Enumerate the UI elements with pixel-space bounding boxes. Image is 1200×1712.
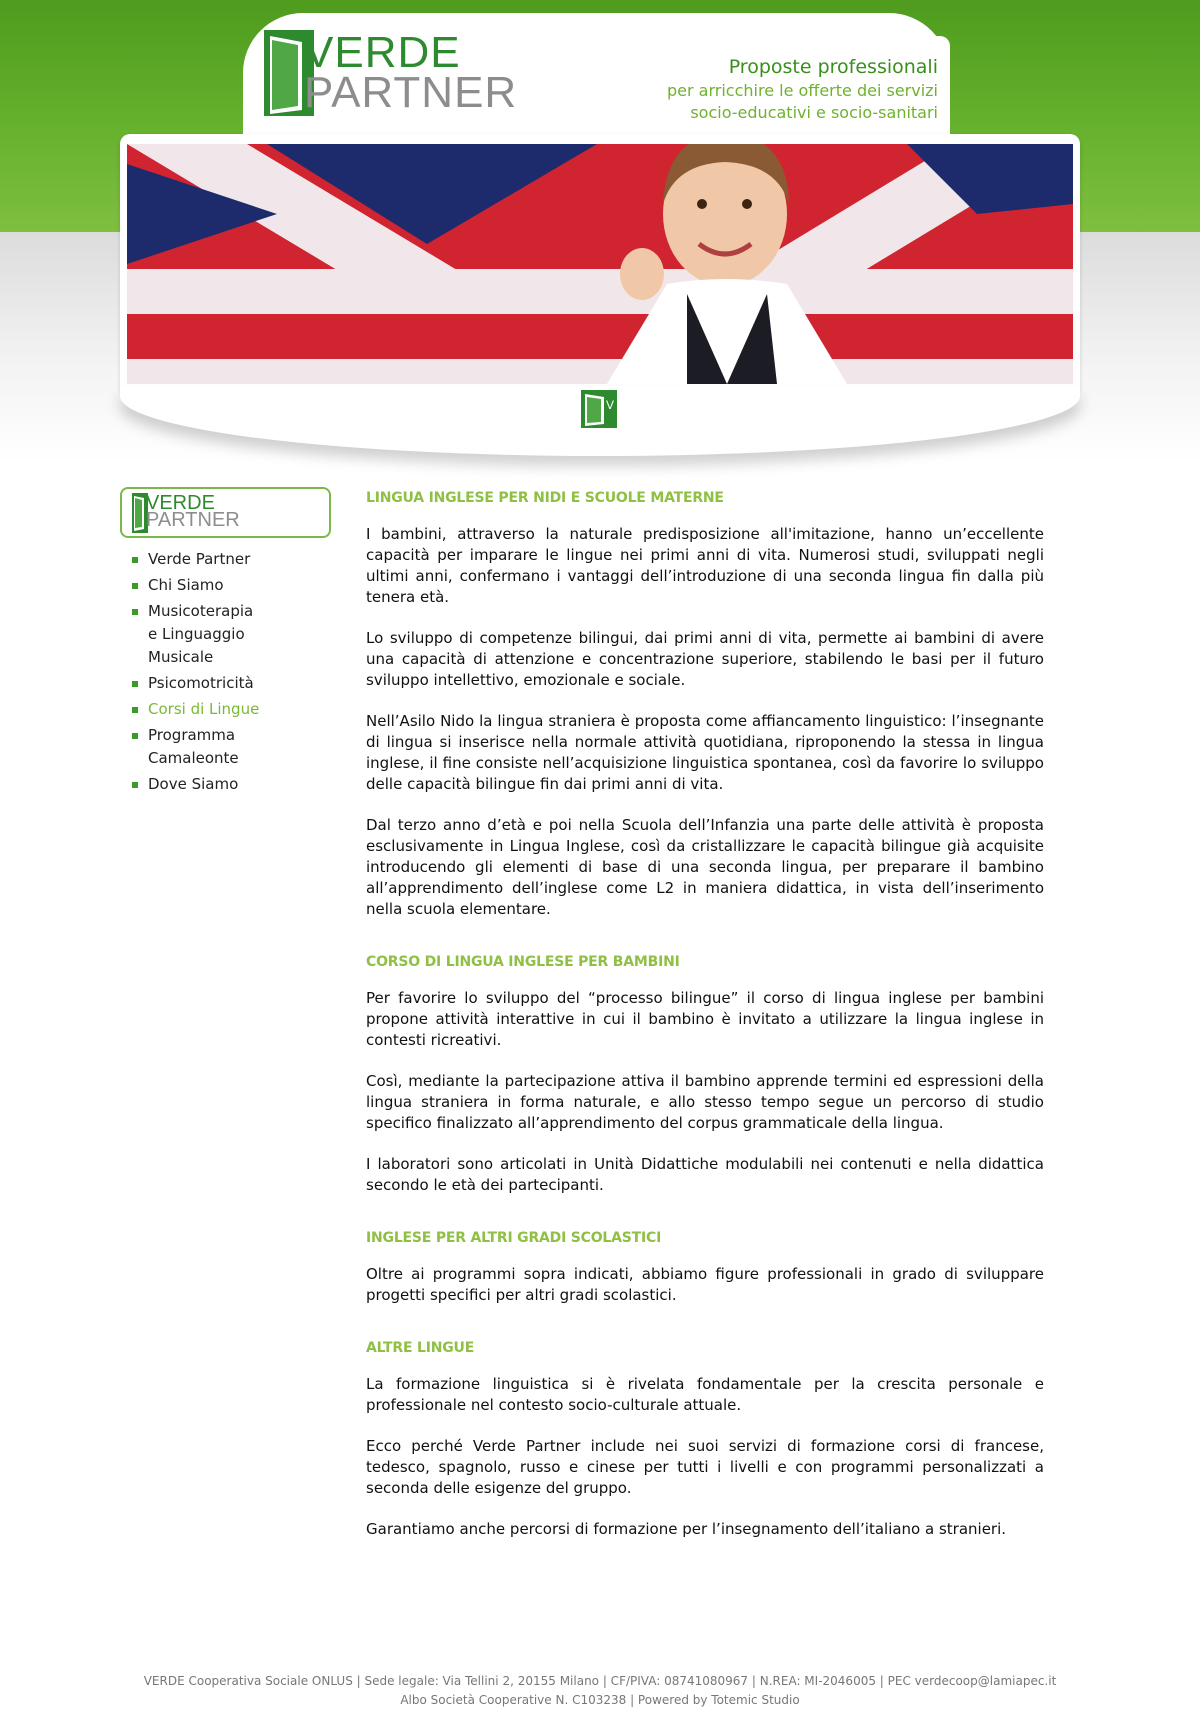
paragraph: Ecco perché Verde Partner include nei suoi servizi di formazione corsi di francese, tedesco, spagnolo, russo e cinese per tutti i livelli e con programmi personalizzati a seconda delle esigenze del gruppo. bbox=[366, 1437, 1044, 1497]
nav-item-verde-partner[interactable] bbox=[130, 548, 340, 571]
section-altre-lingue bbox=[366, 1340, 1044, 1540]
paragraph: Per favorire lo sviluppo del “processo bilingue” il corso di lingua inglese per bambini propone attività interattive in cui il bambino è invitato a utilizzare la lingua inglese in contesti ricreativi. bbox=[366, 989, 1044, 1049]
logo-partner-text: PARTNER bbox=[304, 68, 518, 117]
paragraph: I laboratori sono articolati in Unità Didattiche modulabili nei contenuti e nella didattica secondo le età dei partecipanti. bbox=[366, 1155, 1044, 1194]
nav-link-verde-partner[interactable]: Verde Partner bbox=[148, 550, 251, 568]
nav-item-musicoterapia[interactable] bbox=[130, 600, 260, 669]
sidebar-logo[interactable] bbox=[120, 487, 331, 538]
section-corso-lingua-inglese bbox=[366, 954, 1044, 1196]
mini-logo-icon bbox=[580, 389, 618, 429]
sidebar-nav bbox=[130, 548, 340, 799]
tagline-title: Proposte professionali bbox=[728, 56, 938, 78]
section-altri-gradi bbox=[366, 1230, 1044, 1306]
nav-item-chi-siamo[interactable] bbox=[130, 574, 340, 597]
banner-image bbox=[127, 144, 1073, 384]
paragraph: Oltre ai programmi sopra indicati, abbiamo figure professionali in grado di sviluppare progetti specifici per altri gradi scolastici. bbox=[366, 1265, 1044, 1304]
union-jack-photo-icon bbox=[127, 144, 1073, 384]
paragraph: Così, mediante la partecipazione attiva il bambino apprende termini ed espressioni della lingua straniera in forma naturale, e allo stesso tempo segue un percorso di studio specifico finalizzato all’apprendimento del corpus grammaticale della lingua. bbox=[366, 1072, 1044, 1132]
nav-item-programma-camaleonte[interactable] bbox=[130, 724, 250, 770]
svg-text:V: V bbox=[606, 398, 615, 412]
paragraph: Lo sviluppo di competenze bilingui, dai primi anni di vita, permette ai bambini di avere una capacità di attenzione e concentrazione superiore, stabilendo le basi per il futuro sviluppo intellettivo, emozionale e sociale. bbox=[366, 629, 1044, 689]
section-title: INGLESE PER ALTRI GRADI SCOLASTICI bbox=[366, 1230, 662, 1246]
paragraph: I bambini, attraverso la naturale predisposizione all'imitazione, hanno un’eccellente capacità per imparare le lingue nei primi anni di vita. Numerosi studi, sviluppati negli ultimi anni, confermano i vantaggi dell’introduzione di una seconda lingua fin dalla più tenera età. bbox=[366, 525, 1044, 606]
section-title: LINGUA INGLESE PER NIDI E SCUOLE MATERNE bbox=[366, 490, 724, 506]
section-title: ALTRE LINGUE bbox=[366, 1340, 475, 1356]
nav-link-chi-siamo[interactable]: Chi Siamo bbox=[148, 576, 224, 594]
nav-link-corsi-di-lingue[interactable]: Corsi di Lingue bbox=[148, 700, 260, 718]
sidebar-logo-verde: VERDE bbox=[146, 492, 215, 514]
nav-item-psicomotricita[interactable] bbox=[130, 672, 340, 695]
tagline-line-1: per arricchire le offerte dei servizi bbox=[667, 81, 938, 100]
nav-item-dove-siamo[interactable] bbox=[130, 773, 340, 796]
paragraph: Nell’Asilo Nido la lingua straniera è proposta come affiancamento linguistico: l’insegnante di lingua si inserisce nella normale attività quotidiana, riproponendo la stessa in lingua inglese, il fine consiste nell’acquisizione linguistica spontanea, così da favorire lo sviluppo delle capacità bilingue fin dai primi anni di vita. bbox=[366, 712, 1044, 793]
paragraph: La formazione linguistica si è rivelata fondamentale per la crescita personale e professionale nel contesto socio-culturale attuale. bbox=[366, 1375, 1044, 1414]
nav-link-programma-camaleonte[interactable]: Programma Camaleonte bbox=[148, 726, 239, 767]
nav-link-dove-siamo[interactable]: Dove Siamo bbox=[148, 775, 239, 793]
footer-line-2: Albo Società Cooperative N. C103238 | Powered by Totemic Studio bbox=[400, 1693, 800, 1707]
tagline-line-2: socio-educativi e socio-sanitari bbox=[690, 103, 938, 122]
sidebar-logo-partner: PARTNER bbox=[146, 509, 240, 531]
header-tagline bbox=[667, 54, 938, 124]
main-content bbox=[366, 486, 1044, 1574]
logo-verde-text: VERDE bbox=[304, 28, 461, 77]
section-lingua-inglese-nidi bbox=[366, 490, 1044, 920]
paragraph: Garantiamo anche percorsi di formazione per l’insegnamento dell’italiano a stranieri. bbox=[366, 1520, 1007, 1538]
footer-line-1: VERDE Cooperativa Sociale ONLUS | Sede legale: Via Tellini 2, 20155 Milano | CF/PIVA: 08741080967 | N.REA: MI-2046005 | PEC verdecoop@lamiapec.it bbox=[143, 1674, 1057, 1688]
section-title: CORSO DI LINGUA INGLESE PER BAMBINI bbox=[366, 954, 680, 970]
paragraph: Dal terzo anno d’età e poi nella Scuola dell’Infanzia una parte delle attività è proposta esclusivamente in Lingua Inglese, così da cristallizzare le capacità bilingue già acquisite introducendo gli elementi di base di una seconda lingua, per preparare il bambino all’apprendimento dell’inglese come L2 in maniera didattica, in vista dell’inserimento nella scuola elementare. bbox=[366, 816, 1044, 918]
nav-item-corsi-di-lingue[interactable] bbox=[130, 698, 340, 721]
footer bbox=[0, 1672, 1200, 1710]
site-logo[interactable] bbox=[262, 24, 532, 124]
nav-link-musicoterapia[interactable]: Musicoterapia e Linguaggio Musicale bbox=[148, 602, 254, 666]
nav-link-psicomotricita[interactable]: Psicomotricità bbox=[148, 674, 254, 692]
